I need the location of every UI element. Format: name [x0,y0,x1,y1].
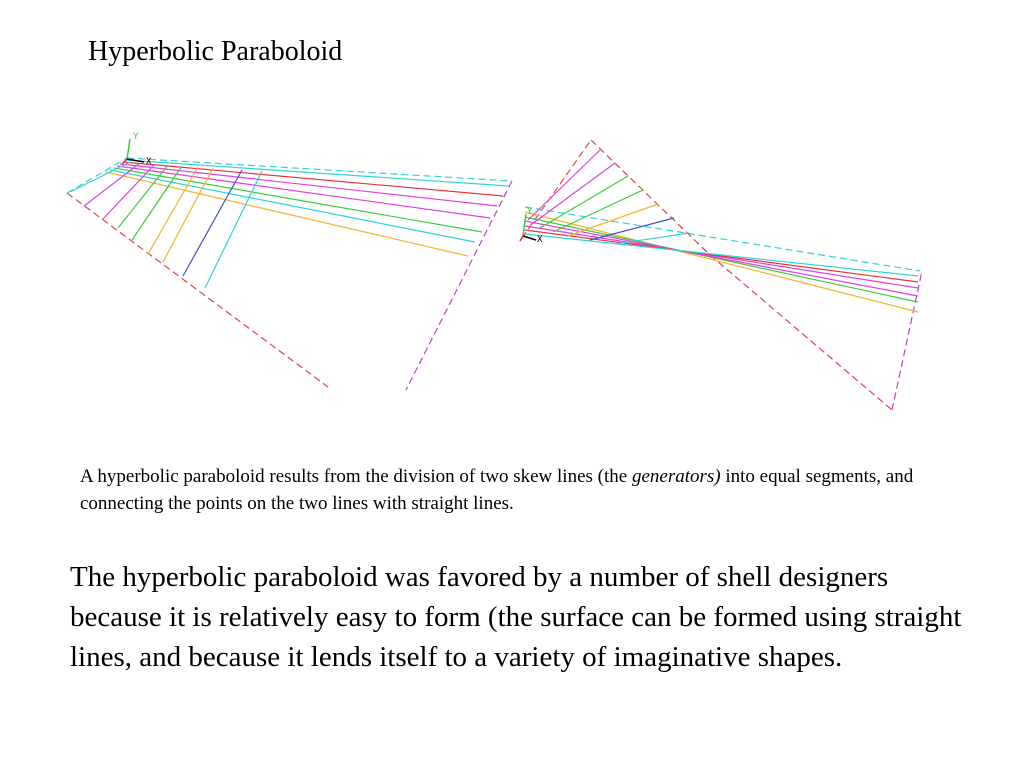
left-top-dashed-edge [127,158,512,181]
right-fan-line [525,212,918,312]
right-fan-line [525,230,918,282]
right-axis-x-label: X [537,235,543,245]
right-cross-line [540,176,628,228]
left-axis-y-label: Y [133,132,139,142]
caption-text-start: A hyperbolic paraboloid results from the division of two skew lines (the [80,466,632,487]
right-axis-y-label: Y [527,207,533,217]
right-axis-x [523,236,536,240]
left-cross-line [132,166,182,240]
left-right-dashed-edge [406,181,512,390]
left-fan-line [106,172,468,256]
left-axis-x-label: X [146,157,152,167]
right-bottom-dashed-edge [710,255,892,410]
right-axis-z [520,236,523,241]
right-upper-dashed-edge [525,207,920,271]
left-fan-line [120,164,497,206]
caption-text-end: into equal segments, and connecting the points on the two lines with straight lines. [80,466,914,514]
caption-italic-term: generators) [631,466,721,487]
left-left-dashed-edge [67,158,127,193]
slide-title: Hyperbolic Paraboloid [88,36,343,67]
right-fan-line [525,234,918,276]
left-axis-y [127,139,130,159]
figure-caption [80,463,980,517]
left-bottom-dashed-edge [67,193,328,387]
right-cross-line [568,204,658,236]
left-fan-line [125,160,509,186]
left-fan-line [110,170,475,242]
right-cross-line [528,150,600,220]
right-wireframe-diagram [520,140,922,410]
left-cross-line [84,163,140,206]
right-fan-line [525,226,918,288]
body-paragraph: The hyperbolic paraboloid was favored by a number of shell designers because it is relatively easy to form (the surface can be formed using straight lines, and because it lends itself to a variety of imaginative shapes. [70,561,962,673]
right-top-dashed-edge [591,140,710,255]
left-wireframe-diagram [67,132,512,390]
right-fan-line [525,221,918,296]
